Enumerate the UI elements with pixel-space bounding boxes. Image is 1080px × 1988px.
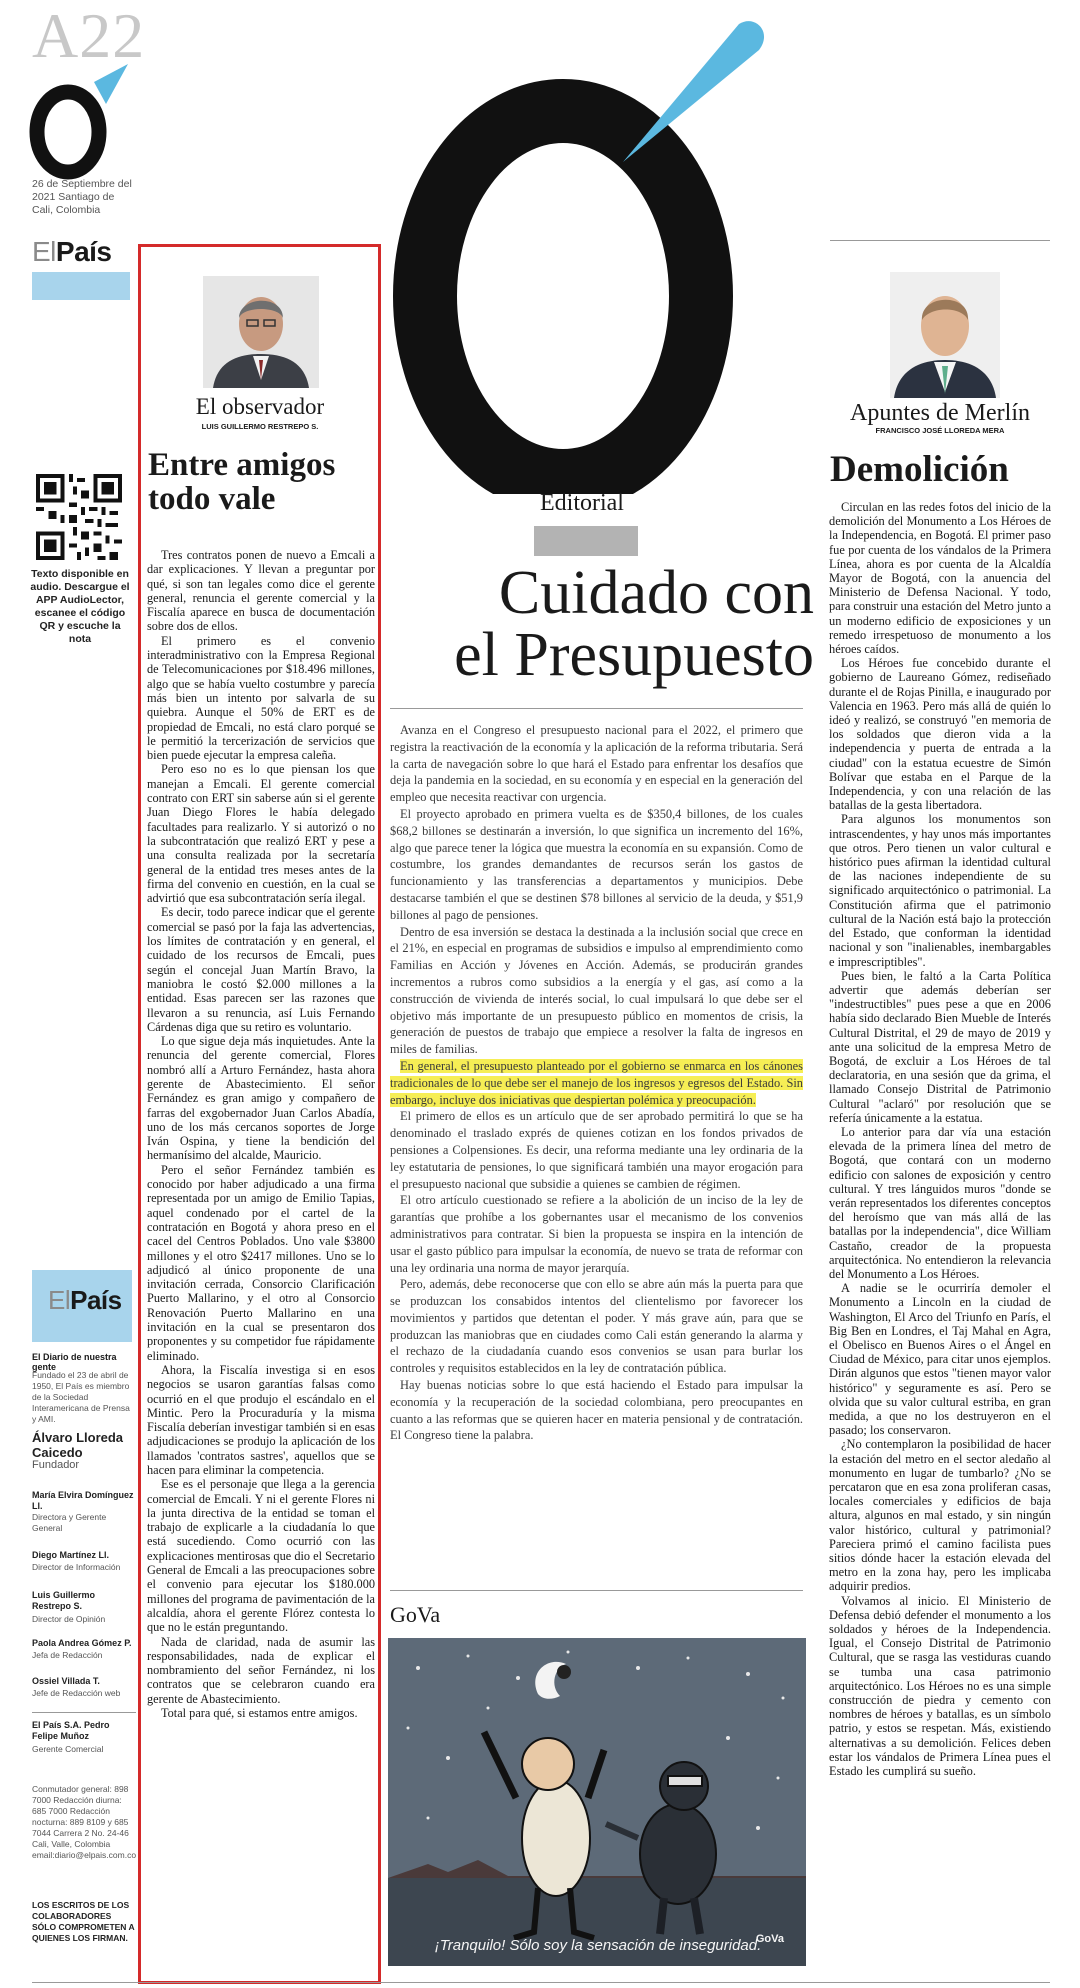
staff-role: Director de Información — [32, 1562, 121, 1572]
paragraph: El proyecto aprobado en primera vuelta es de $350,4 billones, de los cuales $68,2 billones se destinarán a inversión, lo que significa un incremento del 16%, algo que parece tener la lógica que muestra la economía en su expansión. Como de costumbre, los grandes demandantes de recursos serán los gastos de funcionamiento y las transferencias a departamentos y municipios. Debe destacarse también el que se destinen $78 billones al servicio de la deuda, y $51,9 billones al pago de pensiones. — [390, 806, 803, 922]
paragraph: Ahora, la Fiscalía investiga si en esos negocios se usaron garantías falsas como ocurrió en el que produjo el escándalo en el Mintic. Pero la Procuraduría y la misma Fiscalía deberían investigar también si en esas adjudicaciones se produjo la aplicación de los llamados 'contratos sastres', aquellos que se hacen para eliminar la competencia. — [147, 1362, 375, 1477]
column-kicker: El observador — [195, 394, 325, 419]
column-headline: Demolición — [830, 449, 1009, 490]
masthead-contact: Conmutador general: 898 7000 Redacción diurna: 685 7000 Redacción nocturna: 889 8109 y 685 7044 Carrera 2 No. 24-46 Cali, Valle, Colombia email:diario@elpais.com.co — [32, 1784, 137, 1860]
staff-name: María Elvira Domínguez Ll. — [32, 1490, 134, 1511]
editorial-headline — [390, 559, 814, 689]
founder-name: Álvaro Lloreda Caicedo — [32, 1430, 124, 1460]
o-logo-large — [383, 4, 783, 494]
paragraph: El primero es el convenio interadministrativo con la Empresa Regional de Telecomunicaciones por $18.496 millones, algo que se había vuelto costumbre y parecía más bien un intento por salvarla de su quiebra. Aunque el 50% de ERT es de propiedad de Emcali, no está claro porqué se le permitió la tercerización de servicios que bien puede ejecutar la empresa caleña. — [147, 633, 375, 763]
staff-name: Luis Guillermo Restrepo S. — [32, 1590, 96, 1611]
column-top-divider — [830, 240, 1050, 241]
cartoon-signature: GoVa — [755, 1933, 784, 1945]
paragraph: Total para qué, si estamos entre amigos. — [161, 1706, 358, 1721]
paragraph: Los Héroes fue concebido durante el gobierno de Laureano Gómez, rediseñado durante el de Rojas Pinilla, e inaugurado por Valencia en 1963. Pero más allá de quién lo ideó y realizó, se construyó "en memoria de los soldados que dieron vida a la independencia y puerta de entrada a la ciudad" con la estatua ecuestre de Simón Bolívar que estaba en el Parque de la Independencia, y con una relación de las batallas de la gesta libertadora. — [829, 656, 1051, 813]
paragraph: Ese es el personaje que llega a la gerencia comercial de Emcali. Y ni el gerente Flores ni la junta directiva de la entidad se toman el trabajo de explicarle a la ciudadanía lo que está sucediendo. Como ocurrió con las explicaciones mentirosas que dio el Secretario General de Emcali a las preocupaciones sobre el convenio para ejecutar los $180.000 millones del programa de pavimentación de la alcaldía, ahora el gerente Flórez contesta lo que no le están preguntando. — [147, 1477, 375, 1635]
masthead-brand-part2: País — [70, 1285, 122, 1315]
paragraph: El primero de ellos es un artículo que de ser aprobado permitirá lo que se ha denominado el traslado exprés de quienes cotizan en los fondos privados de pensiones a Colpensiones. Es decir, una reforma mediante una ley ordinaria de la ley estatutaria de pensiones, lo que significará también una mayor erogación para el presupuesto nacional que subsidie a quienes se cambien de régimen. — [390, 1109, 803, 1191]
page-bottom-rule — [32, 1982, 1050, 1983]
column-kicker: Apuntes de Merlín — [850, 400, 1030, 426]
paragraph: Pero el señor Fernández también es conocido por haber adjudicado a una firma representada por un amigo de Emilio Tapias, aquel condenado por el cartel de la contratación en Bogotá y ahora preso en el cacel del Centros Poblados. Uno vale $3800 millones y el otro $2417 millones. Uno se lo adjudicó al único proponente de una invitación cerrada, Consorcio Clarificación Puerto Mallarino, y el otro al Consorcio Renovación Puerto Mallarino en una invitación en la cual se presentaron dos proponentes y su competidor fue rápidamente eliminado. — [147, 1162, 375, 1363]
paragraph: Para algunos los monumentos son intrascendentes, y hay unos más importantes que otros. Pero tienen un valor cultural e histórico pues afirman la identidad cultural de las naciones independiente de su significado arquitectónico o patrimonial. La Constitución afirma que el patrimonio cultural de la Nación está bajo la protección del Estado, que conforman la identidad nacional y son "inalienables, inembargables e imprescriptibles". — [829, 812, 1051, 969]
column-body — [147, 548, 375, 1974]
editorial-divider — [390, 708, 803, 709]
paragraph: Lo anterior para dar vía una estación elevada de la primera línea del metro de Bogotá, que contará con un moderno edificio con salones de exposición y centro cultural. Y tres lánguidos muros "donde se verán representados los diferentes conceptos del heroísmo que van más allá de las batallas por la independencia", dice William Castaño, creador de la propuesta arquitectónica. No entendieron la relevancia del Monumento a Los Héroes. — [829, 1124, 1051, 1281]
issue-date: 26 de Septiembre del 2021 Santiago de Cali, Colombia — [32, 178, 132, 216]
paragraph: Hay buenas noticias sobre lo que está haciendo el Estado para impulsar la economía y la recuperación de la sociedad colombiana, pero preocupantes en cuanto a las reformas que se quieren hacer en materia pensional y de contratación. El Congreso tiene la palabra. — [390, 1378, 803, 1443]
cartoon-divider — [390, 1590, 803, 1591]
editorial-headline-line2: el Presupuesto — [454, 621, 814, 689]
masthead-disclaimer: LOS ESCRITOS DE LOS COLABORADORES SÓLO COMPROMETEN A QUIENES LOS FIRMAN. — [32, 1900, 135, 1943]
cartoon-illustration — [388, 1638, 806, 1966]
paragraph: Lo que sigue deja más inquietudes. Ante la renuncia del gerente comercial, Flores nombró allí a Arturo Fernández, hasta ahora gerente de Abastecimiento. El señor Fernández es gran amigo y compañero de farras del exgobernador Juan Carlos Abadía, uno de los más cercanos soportes de Jorge Iván Ospina, y tiene la bendición del hermanísimo del alcalde, Mauricio. — [147, 1034, 375, 1163]
editorial-body — [390, 722, 803, 1602]
paragraph: A nadie se le ocurriría demoler el Monumento a Lincoln en la ciudad de Washington, El Arco del Triunfo en París, el Big Ben en Londres, el Taj Mahal en Agra, el Obelisco en Buenos Aires o el Ángel en Ciudad de México, para citar unos ejemplos. Dirán algunos que estos "tienen mayor valor histórico" y seguramente es así. Pero se olvida que su valor cultural estriba, en gran medida, a que no los destruyeron en el pasado; los conservaron. — [829, 1281, 1051, 1438]
paragraph: Es decir, todo parece indicar que el gerente comercial se pasó por la faja las advertencias, los límites de contratación y en general, el cuidado de los recursos de Emcali, pues según el concejal Juan Martín Bravo, la maniobra le costó $2.000 millones a la entidad. Esas parecen ser las razones que llevaron a su renuncia, así Luis Fernando Cárdenas diga que su retiro es voluntario. — [147, 905, 375, 1034]
editorial-headline-line1: Cuidado con — [498, 559, 814, 627]
qr-audio-note: Texto disponible en audio. Descargue el APP AudioLector, escanee el código QR y escuche la nota — [30, 568, 130, 645]
staff-role: Director de Opinión — [32, 1614, 106, 1624]
staff-name: Diego Martínez Ll. — [32, 1550, 110, 1560]
highlighted-paragraph: En general, el presupuesto planteado por el gobierno se enmarca en los cánones tradicionales de lo que debe ser el manejo de los ingresos y egresos del Estado. Sin embargo, incluye dos iniciativas que despiertan polémica y preocupación. — [390, 1058, 803, 1107]
qr-code-icon[interactable] — [36, 474, 122, 560]
cartoon-label: GoVa — [390, 1602, 441, 1627]
masthead-brand-part1: El — [48, 1285, 71, 1315]
paragraph: Volvamos al inicio. El Ministerio de Defensa debió defender el monumento a los soldados y héroes de la Independencia. Igual, el Consejo Distrital de Patrimonio Cultural, que se rasga las vestiduras cuando se tumba una casa patrimonio arquitectónico. Los Héroes no es una simple construcción de piedra y cemento con nombres de héroes y batallas, es un símbolo patrio, y estos se respetan. Más, existiendo alternativas a su demolición. Felices deben estar los vándalos de Primera Línea pues el Estado les cumplirá su sueño. — [829, 1593, 1051, 1779]
staff-role: Directora y Gerente General — [32, 1512, 107, 1533]
company-name: El País S.A. Pedro Felipe Muñoz — [32, 1720, 110, 1741]
staff-name: Paola Andrea Gómez P. — [32, 1638, 132, 1648]
brand-part2: País — [55, 236, 112, 267]
paragraph: Pues bien, le faltó a la Carta Política advertir que además deberían ser "indestructibles" pues pese a que en 2006 había sido declarado Bien Mueble de Interés Cultural Distrital, el 29 de mayo de 2019 y ante una solicitud de la empresa Metro de Bogotá, de excluir a Los Héroes de tal declaratoria, en una sesión que da grima, el llamado Consejo Distrital de Patrimonio Cultural "aclaró" por resolución que se refería únicamente a la estatua. — [829, 968, 1051, 1125]
column-headline: Entre amigos todo vale — [148, 447, 336, 517]
author-photo — [890, 272, 1000, 398]
masthead-tagline: El Diario de nuestra gente — [32, 1352, 117, 1372]
brand-blue-bar — [32, 272, 130, 300]
company-role: Gerente Comercial — [32, 1744, 104, 1754]
paragraph: Circulan en las redes fotos del inicio de la demolición del Monumento a Los Héroes de la Independencia, en Bogotá. El primer paso fue por cuenta de los vándalos de la Primera Línea, ahora es por cuenta de la Alcaldía Mayor de Bogotá, con la anuencia del Ministerio de Defensa Nacional. Y todo, para construir una estación del Metro junto a un moderno edificio de exposiciones y un remedo irrespetuoso de monumento a los héroes caídos. — [829, 500, 1051, 657]
brand-logo — [32, 236, 112, 268]
paragraph: Tres contratos ponen de nuevo a Emcali a dar explicaciones. Y llevan a preguntar por qué, si son tan legales como dice el gerente general, renuncia el gerente comercial y la Fiscalía aparece en busca de documentación sobre dos de ellos. — [147, 548, 375, 634]
paragraph: Pero, además, debe reconocerse que con ello se abre aún más la puerta para que se produzcan los consabidos intentos del clientelismo por favorecer los movimientos y partidos que detentan el poder. Y más grave aún, para que se produzcan las maniobras que en ciudades como Cali están generando la alarma y el rechazo de la ciudadanía cuando esos convenios se usan para burlar los controles y requisitos establecidos en la ley de contratación pública. — [390, 1277, 803, 1376]
column-author: FRANCISCO JOSÉ LLOREDA MERA — [875, 426, 1005, 435]
masthead-divider — [32, 1712, 136, 1713]
editorial-grey-bar — [534, 526, 638, 556]
staff-role: Jefe de Redacción web — [32, 1688, 121, 1698]
paragraph: Pero eso no es lo que piensan los que manejan a Emcali. El gerente comercial contrato con ERT sin saberse aún si el gerente Juan Diego Flores le había delegado facultades para realizarlo. Y si autorizó o no la subcontratación que realizó ERT y pese a una consulta realizada por la secretaría general de la entidad tres meses antes de la firma del convenio en cuestión, en la cual se advirtió que esa subcontratación sería ilegal. — [147, 762, 375, 906]
staff-role: Jefa de Redacción — [32, 1650, 103, 1660]
masthead-founded: Fundado el 23 de abril de 1950, El País es miembro de la Sociedad Interamericana de Prensa y AMI. — [32, 1370, 130, 1424]
page-number: A22 — [32, 0, 146, 71]
brand-part1: El — [32, 236, 56, 267]
paragraph: Avanza en el Congreso el presupuesto nacional para el 2022, el primero que registra la reactivación de la economía y la aplicación de la reforma tributaria. Será la carta de navegación sobre lo que hará el Estado para enfrentar los desafíos que deja la pandemia en la sociedad, en su economía y en especial en la generación del empleo que necesita reactivar con urgencia. — [390, 723, 803, 805]
o-logo-small — [28, 60, 138, 180]
paragraph: El otro artículo cuestionado se refiere a la abolición de un inciso de la ley de garantías que prohíbe a los gobernantes usar el mecanismo de los convenios administrativos para contratar. Si bien la propuesta se inspira en la intención de usar el gasto público para impulsar la economía, de nuevo se trata de reformar con una ley ordinaria una norma de mayor jerarquía. — [390, 1193, 803, 1275]
editorial-kicker: Editorial — [540, 490, 624, 516]
author-photo — [203, 276, 319, 388]
masthead-brand-logo — [48, 1285, 122, 1316]
paragraph: Nada de claridad, nada de asumir las responsabilidades, nada de explicar el nombramiento del señor Fernández, ni los contratos que se celebraron cuando era gerente de Abastecimiento. — [147, 1634, 375, 1706]
paragraph: ¿No contemplaron la posibilidad de hacer la estación del metro en el sector aledaño al monumento en lugar de tumbarlo? ¿No se percataron que en esa zona proliferan casas, locales comerciales y edificios de baja altura, algunos en mal estado, y sin ningún valor histórico, cultural y patrimonial? Pareciera primó el camino facilista pues sitios dónde hacer la estación elevada del metro en la zona hay, pero les implicaba adquirir predios. — [829, 1437, 1051, 1594]
paragraph: Dentro de esa inversión se destaca la destinada a la inclusión social que crece en el 21%, en especial en programas de subsidios e impulso al emprendimiento como Familias en Acción y Jóvenes en Acción. Además, se producirán grandes incrementos a rubros como subsidios a la energía y el gas, así como a la construcción de vivienda de interés social, lo cual impulsará lo que debe ser el objetivo más importante de un presupuesto público en momentos de crisis, la generación de puestos de trabajo que empiece a resolver la falta de ingresos en miles de familias. — [390, 924, 803, 1057]
cartoon-caption: ¡Tranquilo! Sólo soy la sensación de inseguridad. — [434, 1937, 762, 1954]
column-body — [829, 500, 1051, 1974]
column-author: LUIS GUILLERMO RESTREPO S. — [201, 422, 319, 431]
founder-role: Fundador — [32, 1459, 80, 1471]
staff-name: Ossiel Villada T. — [32, 1676, 100, 1686]
